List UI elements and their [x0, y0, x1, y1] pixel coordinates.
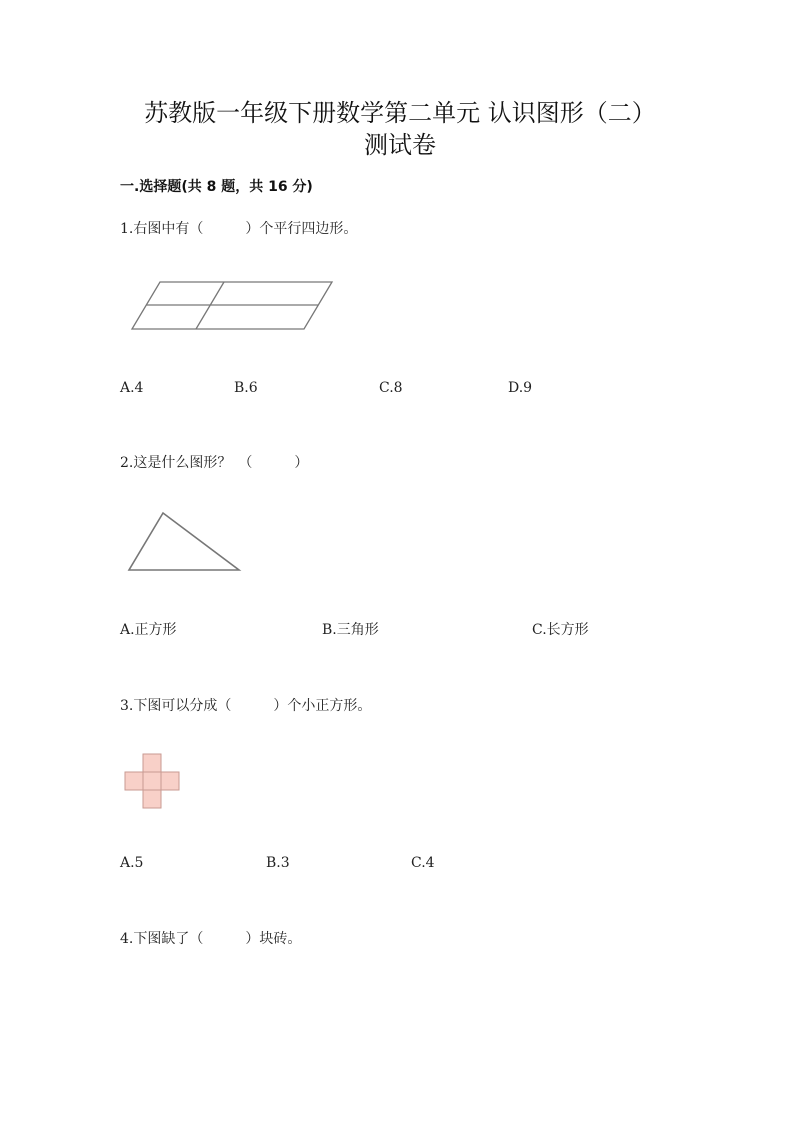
question-2-option-b[interactable]: B.三角形 [322, 622, 379, 638]
question-4-text: 4.下图缺了（ ）块砖。 [120, 931, 302, 947]
question-1-text: 1.右图中有（ ）个平行四边形。 [120, 221, 358, 237]
triangle-outline [129, 513, 239, 570]
question-1-option-c[interactable]: C.8 [379, 380, 403, 396]
question-3-option-a[interactable]: A.5 [120, 855, 144, 871]
question-1-option-d[interactable]: D.9 [508, 380, 533, 396]
question-2-option-a[interactable]: A.正方形 [120, 622, 177, 638]
question-1-option-a[interactable]: A.4 [120, 380, 144, 396]
question-1-option-b[interactable]: B.6 [234, 380, 258, 396]
page-title-line-1: 苏教版一年级下册数学第二单元 认识图形（二） [144, 99, 656, 127]
page-title-line-2: 测试卷 [364, 131, 436, 159]
section-heading: 一.选择题(共 8 题，共 16 分) [120, 179, 313, 195]
cross-square-top [143, 754, 161, 772]
question-3-text: 3.下图可以分成（ ）个小正方形。 [120, 698, 372, 714]
question-3-option-b[interactable]: B.3 [266, 855, 290, 871]
cross-squares-figure [124, 753, 182, 811]
cross-square-left [125, 772, 143, 790]
question-3-option-c[interactable]: C.4 [411, 855, 435, 871]
parallelogram-grid-figure [128, 277, 338, 333]
question-2-text: 2.这是什么图形？ （ ） [120, 455, 309, 471]
cross-square-center [143, 772, 161, 790]
cross-square-bottom [143, 790, 161, 808]
cross-square-right [161, 772, 179, 790]
question-2-option-c[interactable]: C.长方形 [532, 622, 589, 638]
triangle-figure [125, 508, 245, 574]
